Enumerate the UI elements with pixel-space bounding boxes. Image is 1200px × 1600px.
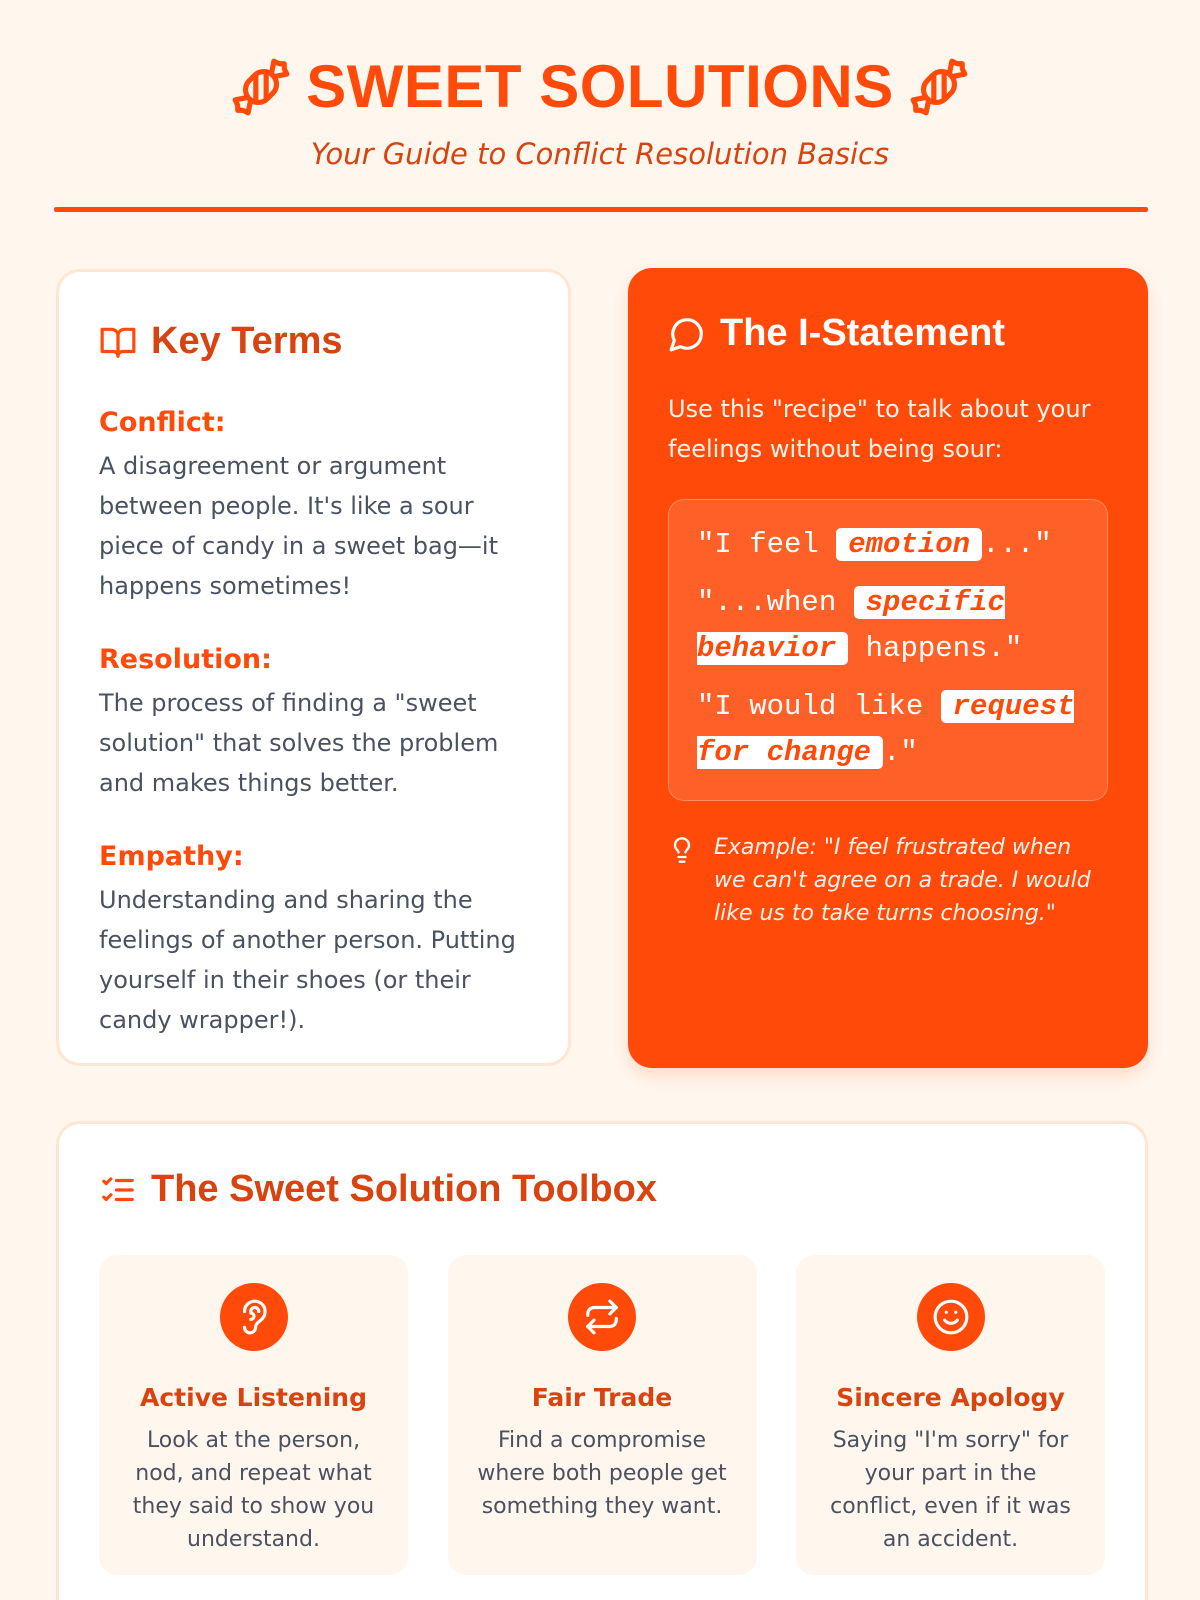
tool-icon-badge	[220, 1283, 288, 1351]
recipe-line-2	[697, 580, 1079, 672]
tool-grid	[99, 1255, 1105, 1575]
recipe-slot-behavior: specific behavior	[697, 586, 1005, 665]
example-text: Example: "I feel frustrated when we can't agree on a trade. I would like us to take turns choosing."	[714, 835, 1091, 926]
tool-icon-badge	[568, 1283, 636, 1351]
tool-description: Find a compromise where both people get something they want.	[477, 1428, 727, 1519]
tool-card-fair-trade	[448, 1255, 757, 1575]
recipe-text: "I feel	[697, 528, 837, 561]
i-statement-heading-text: The I-Statement	[720, 312, 1006, 354]
page-header	[0, 0, 1200, 171]
recipe-slot-request: request for change	[697, 690, 1075, 769]
key-terms-card	[56, 269, 571, 1066]
checklist-icon	[99, 1171, 137, 1209]
recipe-text: ."	[883, 736, 918, 769]
toolbox-card	[56, 1121, 1148, 1600]
term-empathy	[99, 841, 528, 1040]
tool-name: Sincere Apology	[836, 1383, 1065, 1412]
lightbulb-icon	[668, 833, 696, 867]
page-subtitle: Your Guide to Conflict Resolution Basics	[310, 137, 890, 171]
header-divider	[54, 207, 1148, 212]
page-title: SWEET SOLUTIONS	[306, 53, 894, 120]
tool-card-sincere-apology	[796, 1255, 1105, 1575]
toolbox-heading	[99, 1168, 1105, 1211]
tool-name: Fair Trade	[531, 1383, 673, 1412]
tool-name: Active Listening	[140, 1383, 367, 1412]
term-name: Conflict:	[99, 407, 226, 438]
term-name: Empathy:	[99, 841, 244, 872]
recipe-text: happens."	[848, 632, 1023, 665]
recipe-text: "...when	[697, 586, 854, 619]
i-statement-heading	[668, 312, 1108, 355]
smile-icon	[932, 1298, 970, 1336]
i-statement-example	[668, 831, 1108, 930]
term-resolution	[99, 644, 528, 803]
term-definition: The process of finding a "sweet solution" that solves the problem and makes things better.	[99, 689, 499, 797]
recipe-text: ..."	[982, 528, 1052, 561]
recipe-line-1	[697, 522, 1079, 568]
recipe-slot-emotion: emotion	[836, 528, 982, 561]
term-definition: Understanding and sharing the feelings of another person. Putting yourself in their shoes (or their candy wrapper!).	[99, 886, 516, 1034]
candy-icon	[230, 56, 292, 118]
title-row	[0, 52, 1200, 121]
term-name: Resolution:	[99, 644, 272, 675]
term-definition: A disagreement or argument between people. It's like a sour piece of candy in a sweet bag—it happens sometimes!	[99, 452, 498, 600]
i-statement-intro: Use this "recipe" to talk about your feelings without being sour:	[668, 395, 1091, 463]
key-terms-heading	[99, 320, 528, 363]
term-conflict	[99, 407, 528, 606]
ear-icon	[235, 1298, 273, 1336]
swap-arrows-icon	[583, 1298, 621, 1336]
tool-description: Saying "I'm sorry" for your part in the conflict, even if it was an accident.	[830, 1428, 1071, 1552]
recipe-text: "I would like	[697, 690, 941, 723]
tool-description: Look at the person, nod, and repeat what they said to show you understand.	[132, 1428, 375, 1552]
recipe-line-3	[697, 684, 1079, 776]
key-terms-heading-text: Key Terms	[151, 320, 343, 362]
tool-card-active-listening	[99, 1255, 408, 1575]
book-open-icon	[99, 323, 137, 361]
candy-icon	[908, 56, 970, 118]
tool-icon-badge	[917, 1283, 985, 1351]
i-statement-recipe	[668, 499, 1108, 801]
i-statement-card	[628, 268, 1148, 1068]
speech-bubble-icon	[668, 315, 706, 353]
toolbox-heading-text: The Sweet Solution Toolbox	[151, 1168, 657, 1210]
